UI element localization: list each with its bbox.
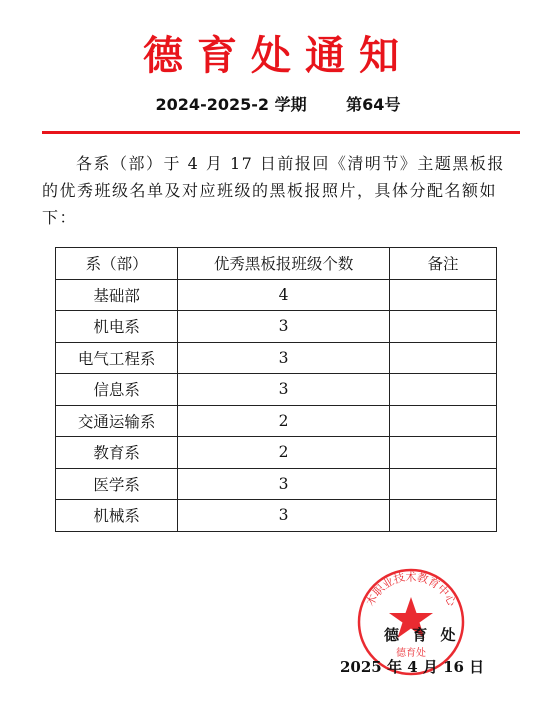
table-row xyxy=(56,405,497,437)
notice-title: 德育处通知 xyxy=(143,32,413,79)
dept-cell: 信息系 xyxy=(56,374,178,406)
notice-body-paragraph: 各系（部）于 4 月 17 日前报回《清明节》主题黑板报的优秀班级名单及对应班级的黑板报照片，具体分配名额如下： xyxy=(42,154,505,227)
note-cell xyxy=(389,437,496,469)
header-note: 备注 xyxy=(389,248,496,280)
count-cell: 3 xyxy=(178,342,390,374)
table-row xyxy=(56,279,497,311)
issue-date: 2025 年 4 月 16 日 xyxy=(340,658,485,676)
note-cell xyxy=(389,279,496,311)
count-cell: 2 xyxy=(178,437,390,469)
count-cell: 3 xyxy=(178,500,390,532)
dept-cell: 机械系 xyxy=(56,500,178,532)
term-label: 2024-2025-2 学期 xyxy=(155,95,307,114)
seal-ring-text: 木职业技术教育中心 xyxy=(363,570,459,609)
note-cell xyxy=(389,374,496,406)
table-row xyxy=(56,500,497,532)
dept-cell: 医学系 xyxy=(56,468,178,500)
quota-table xyxy=(55,247,497,532)
table-row xyxy=(56,311,497,343)
table-row xyxy=(56,468,497,500)
header-dept: 系（部） xyxy=(56,248,178,280)
document-number-line xyxy=(0,92,556,115)
count-cell: 3 xyxy=(178,374,390,406)
issue-number: 第64号 xyxy=(346,95,401,114)
note-cell xyxy=(389,405,496,437)
table-header-row xyxy=(56,248,497,280)
dept-cell: 电气工程系 xyxy=(56,342,178,374)
table-row xyxy=(56,342,497,374)
note-cell xyxy=(389,342,496,374)
header-count: 优秀黑板报班级个数 xyxy=(178,248,390,280)
note-cell xyxy=(389,311,496,343)
issuing-office: 德 育 处 xyxy=(384,626,460,644)
table-row xyxy=(56,437,497,469)
dept-cell: 机电系 xyxy=(56,311,178,343)
dept-cell: 交通运输系 xyxy=(56,405,178,437)
note-cell xyxy=(389,500,496,532)
red-divider-line xyxy=(42,131,520,134)
count-cell: 3 xyxy=(178,468,390,500)
count-cell: 3 xyxy=(178,311,390,343)
dept-cell: 基础部 xyxy=(56,279,178,311)
count-cell: 2 xyxy=(178,405,390,437)
count-cell: 4 xyxy=(178,279,390,311)
table-row xyxy=(56,374,497,406)
note-cell xyxy=(389,468,496,500)
seal-center-text: 德育处 xyxy=(396,648,426,659)
dept-cell: 教育系 xyxy=(56,437,178,469)
